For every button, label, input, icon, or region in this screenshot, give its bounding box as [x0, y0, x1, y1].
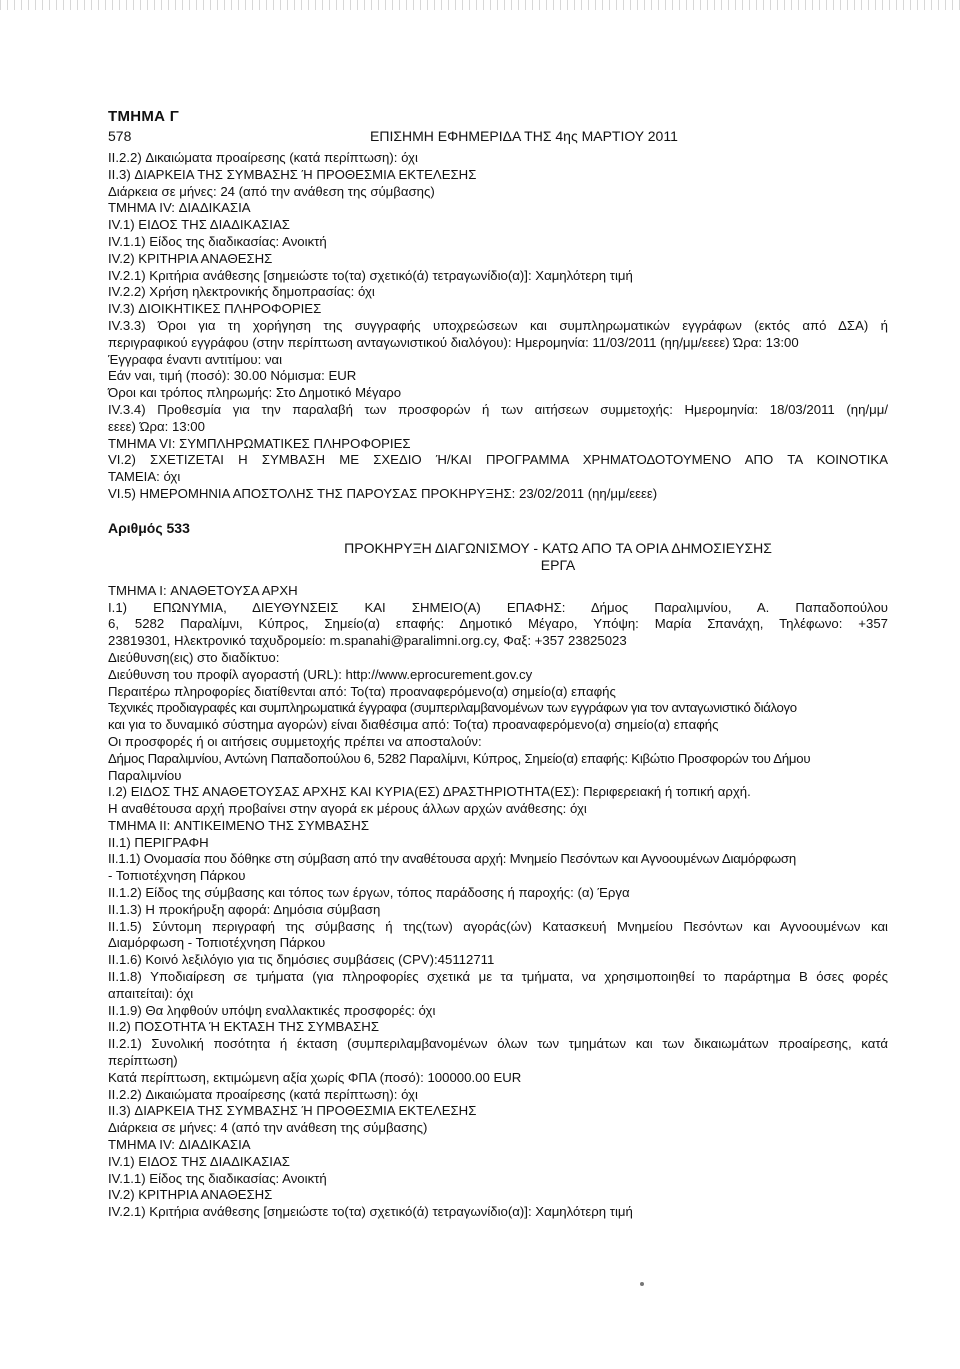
text-line: Όροι και τρόπος πληρωμής: Στο Δημοτικό Μέγαρο: [108, 385, 402, 401]
text-line: Παραλιμνίου: [108, 767, 182, 783]
text-line: Έγγραφα έναντι αντιτίμου: ναι: [108, 351, 283, 367]
text-line: IV.3.4) Προθεσμία για την παραλαβή των προσφορών ή των αιτήσεων συμμετοχής: Ημερομηνία: 18/03/2011 (ηη/μμ/: [108, 401, 888, 417]
text-line: IV.2) ΚΡΙΤΗΡΙΑ ΑΝΑΘΕΣΗΣ: [108, 1187, 273, 1203]
text-line: IV.2.2) Χρήση ηλεκτρονικής δημοπρασίας: όχι: [108, 284, 375, 300]
text-line: - Τοπιοτέχνηση Πάρκου: [108, 868, 246, 884]
text-line: Διάρκεια σε μήνες: 4 (από την ανάθεση της σύμβασης): [108, 1120, 428, 1136]
text-line: II.2) ΠΟΣΟΤΗΤΑ Ή ΕΚΤΑΣΗ ΤΗΣ ΣΥΜΒΑΣΗΣ: [108, 1019, 379, 1035]
notice-title-line-2: ΕΡΓΑ: [540, 556, 576, 573]
section-tag: ΤΜΗΜΑ Γ: [108, 108, 180, 125]
text-line: περιγραφικού εγγράφου (στην περίπτωση ανταγωνιστικού διαλόγου): Ημερομηνία: 11/03/2011 (ηη/μμ/εεεε) Ώρα: 13:00: [108, 334, 799, 350]
text-line: ΤΜΗΜΑ IV: ΔΙΑΔΙΚΑΣΙΑ: [108, 1137, 251, 1153]
notice-number: Αριθμός 533: [108, 519, 190, 536]
text-line: IV.3.3) Όροι για τη χορήγηση της συγγραφής υποχρεώσεων και συμπληρωματικών εγγράφων (εκτός από ΔΣΑ) ή: [108, 317, 888, 333]
document-page: [108, 108, 888, 1221]
publication-title: ΕΠΙΣΗΜΗ ΕΦΗΜΕΡΙΔΑ ΤΗΣ 4ης ΜΑΡΤΙΟΥ 2011: [370, 128, 678, 144]
text-line: VI.5) ΗΜΕΡΟΜΗΝΙΑ ΑΠΟΣΤΟΛΗΣ ΤΗΣ ΠΑΡΟΥΣΑΣ ΠΡΟΚΗΡΥΞΗΣ: 23/02/2011 (ηη/μμ/εεεε): [108, 485, 658, 501]
text-line: II.1.9) Θα ληφθούν υπόψη εναλλακτικές προσφορές: όχι: [108, 1002, 436, 1018]
scan-speck: [640, 1282, 644, 1286]
text-line: II.1.2) Είδος της σύμβασης και τόπος των έργων, τόπος παράδοσης ή παροχής: (α) Έργα: [108, 885, 630, 901]
text-line: Περαιτέρω πληροφορίες διατίθενται από: Το(τα) προαναφερόμενο(α) σημείο(α) επαφής: [108, 683, 616, 699]
text-line: I.1) ΕΠΩΝΥΜΙΑ, ΔΙΕΥΘΥΝΣΕΙΣ ΚΑΙ ΣΗΜΕΙΟ(Α) ΕΠΑΦΗΣ: Δήμος Παραλιμνίου, Α. Παπαδοπούλου: [108, 599, 888, 615]
text-line: VI.2) ΣΧΕΤΙΖΕΤΑΙ Η ΣΥΜΒΑΣΗ ΜΕ ΣΧΕΔΙΟ Ή/ΚΑΙ ΠΡΟΓΡΑΜΜΑ ΧΡΗΜΑΤΟΔΟΤΟΥΜΕΝΟ ΑΠΟ ΤΑ ΚΟΙΝΟΤΙΚΑ: [108, 452, 888, 468]
text-line: ΤΜΗΜΑ I: ΑΝΑΘΕΤΟΥΣΑ ΑΡΧΗ: [108, 582, 298, 598]
previous-notice-tail: [108, 150, 888, 503]
text-line: Τεχνικές προδιαγραφές και συμπληρωματικά έγγραφα (συμπεριλαμβανομένων των εγγράφων για τον ανταγωνιστικό διάλογο: [108, 700, 797, 716]
text-line: IV.2.1) Κριτήρια ανάθεσης [σημειώστε το(τα) σχετικό(ά) τετραγωνίδιο(α)]: Χαμηλότερη τιμή: [108, 267, 633, 283]
text-line: II.3) ΔΙΑΡΚΕΙΑ ΤΗΣ ΣΥΜΒΑΣΗΣ Ή ΠΡΟΘΕΣΜΙΑ ΕΚΤΕΛΕΣΗΣ: [108, 1103, 477, 1119]
text-line: και για το δυναμικό σύστημα αγορών) είναι διαθέσιμα από: Το(τα) προαναφερόμενο(α) σημείο(α) επαφής: [108, 717, 719, 733]
text-line: ΤΑΜΕΙΑ: όχι: [108, 469, 181, 485]
text-line: II.1.5) Σύντομη περιγραφή της σύμβασης ή της(των) αγοράς(ών) Κατασκευή Μνημείου Πεσόντων και Αγνοουμένων και: [108, 918, 888, 934]
text-line: I.2) ΕΙΔΟΣ ΤΗΣ ΑΝΑΘΕΤΟΥΣΑΣ ΑΡΧΗΣ ΚΑΙ ΚΥΡΙΑ(ΕΣ) ΔΡΑΣΤΗΡΙΟΤΗΤΑ(ΕΣ): Περιφερειακή ή τοπική αρχή.: [108, 784, 751, 800]
text-line: Διεύθυνση(εις) στο διαδίκτυο:: [108, 649, 280, 665]
text-line: IV.1) ΕΙΔΟΣ ΤΗΣ ΔΙΑΔΙΚΑΣΙΑΣ: [108, 217, 290, 233]
text-line: Διάρκεια σε μήνες: 24 (από την ανάθεση της σύμβασης): [108, 183, 435, 199]
text-line: εεεε) Ώρα: 13:00: [108, 418, 205, 434]
text-line: II.3) ΔΙΑΡΚΕΙΑ ΤΗΣ ΣΥΜΒΑΣΗΣ Ή ΠΡΟΘΕΣΜΙΑ ΕΚΤΕΛΕΣΗΣ: [108, 166, 477, 182]
running-header: [108, 126, 888, 146]
text-line: IV.3) ΔΙΟΙΚΗΤΙΚΕΣ ΠΛΗΡΟΦΟΡΙΕΣ: [108, 301, 322, 317]
text-line: IV.1.1) Είδος της διαδικασίας: Ανοικτή: [108, 233, 327, 249]
text-line: Οι προσφορές ή οι αιτήσεις συμμετοχής πρέπει να αποσταλούν:: [108, 733, 482, 749]
text-line: Δήμος Παραλιμνίου, Αντώνη Παπαδοπούλου 6, 5282 Παραλίμνι, Κύπρος, Σημείο(α) επαφής: Κιβώτιο Προσφορών του Δήμου: [108, 750, 811, 766]
scan-top-edge: [0, 0, 960, 10]
text-line: IV.2) ΚΡΙΤΗΡΙΑ ΑΝΑΘΕΣΗΣ: [108, 250, 273, 266]
text-line: Διεύθυνση του προφίλ αγοραστή (URL): http://www.eprocurement.gov.cy: [108, 666, 533, 682]
text-line: II.1) ΠΕΡΙΓΡΑΦΗ: [108, 834, 209, 850]
text-line: II.1.1) Ονομασία που δόθηκε στη σύμβαση από την αναθέτουσα αρχή: Μνημείο Πεσόντων και Αγνοουμένων Διαμόρφωση: [108, 851, 796, 867]
notice-body: [108, 583, 888, 1221]
text-line: IV.1.1) Είδος της διαδικασίας: Ανοικτή: [108, 1170, 327, 1186]
text-line: Διαμόρφωση - Τοπιοτέχνηση Πάρκου: [108, 935, 326, 951]
text-line: II.2.2) Δικαιώματα προαίρεσης (κατά περίπτωση): όχι: [108, 150, 418, 165]
text-line: Εάν ναι, τιμή (ποσό): 30.00 Νόμισμα: EUR: [108, 368, 357, 384]
text-line: 23819301, Ηλεκτρονικό ταχυδρομείο: m.spanahi@paralimni.org.cy, Φαξ: +357 23825023: [108, 633, 627, 649]
notice-heading: [108, 520, 888, 540]
page-number: 578: [108, 128, 132, 144]
text-line: απαιτείται): όχι: [108, 985, 194, 1001]
text-line: Η αναθέτουσα αρχή προβαίνει στην αγορά εκ μέρους άλλων αρχών ανάθεσης: όχι: [108, 801, 587, 817]
text-line: II.2.1) Συνολική ποσότητα ή έκταση (συμπεριλαμβανομένων όλων των τμημάτων και των δικαιωμάτων προαίρεσης, κατά: [108, 1036, 888, 1052]
text-line: 6, 5282 Παραλίμνι, Κύπρος, Σημείο(α) επαφής: Δημοτικό Μέγαρο, Υπόψη: Μαρία Σπανάχη, Τηλέφωνο: +357: [108, 616, 888, 632]
text-line: II.2.2) Δικαιώματα προαίρεσης (κατά περίπτωση): όχι: [108, 1086, 418, 1102]
text-line: ΤΜΗΜΑ IV: ΔΙΑΔΙΚΑΣΙΑ: [108, 200, 251, 216]
text-line: IV.2.1) Κριτήρια ανάθεσης [σημειώστε το(τα) σχετικό(ά) τετραγωνίδιο(α)]: Χαμηλότερη τιμή: [108, 1204, 633, 1220]
text-line: IV.1) ΕΙΔΟΣ ΤΗΣ ΔΙΑΔΙΚΑΣΙΑΣ: [108, 1153, 290, 1169]
text-line: ΤΜΗΜΑ VI: ΣΥΜΠΛΗΡΩΜΑΤΙΚΕΣ ΠΛΗΡΟΦΟΡΙΕΣ: [108, 435, 411, 451]
text-line: ΤΜΗΜΑ II: ΑΝΤΙΚΕΙΜΕΝΟ ΤΗΣ ΣΥΜΒΑΣΗΣ: [108, 817, 369, 833]
text-line: II.1.8) Υποδιαίρεση σε τμήματα (για πληροφορίες σχετικά με τα τμήματα, να χρησιμοποιηθεί το παράρτημα Β όσες φορές: [108, 969, 888, 985]
text-line: II.1.3) Η προκήρυξη αφορά: Δημόσια σύμβαση: [108, 901, 381, 917]
text-line: περίπτωση): [108, 1053, 178, 1069]
text-line: II.1.6) Κοινό λεξιλόγιο για τις δημόσιες συμβάσεις (CPV):45112711: [108, 952, 495, 968]
notice-title-line-1: ΠΡΟΚΗΡΥΞΗ ΔΙΑΓΩΝΙΣΜΟΥ - ΚΑΤΩ ΑΠΟ ΤΑ ΟΡΙΑ ΔΗΜΟΣΙΕΥΣΗΣ: [344, 539, 772, 556]
text-line: Κατά περίπτωση, εκτιμώμενη αξία χωρίς ΦΠΑ (ποσό): 100000.00 EUR: [108, 1069, 522, 1085]
